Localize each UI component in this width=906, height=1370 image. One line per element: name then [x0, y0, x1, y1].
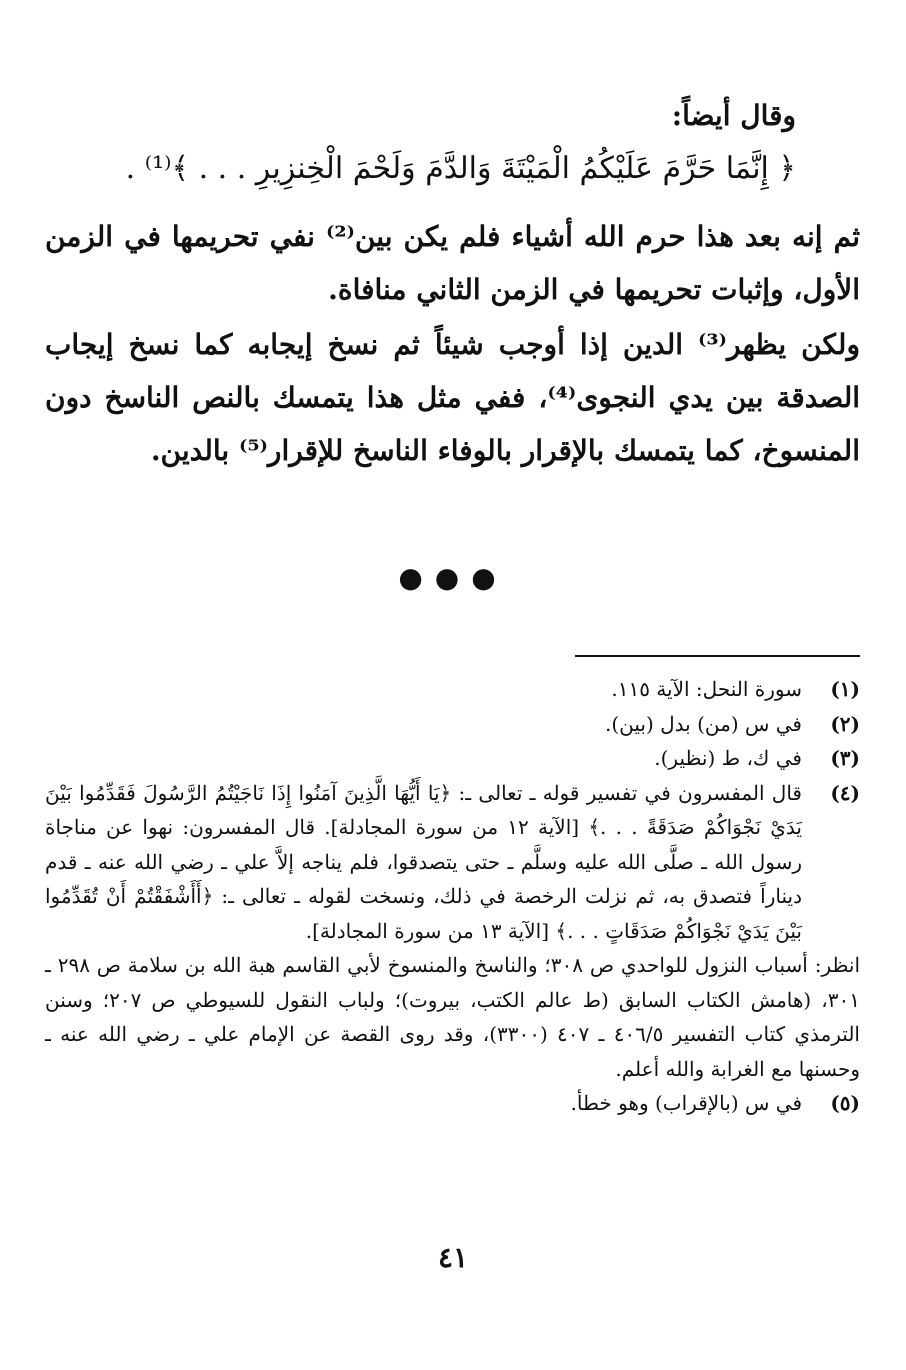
footnote-rule [575, 655, 860, 657]
intro-line: وقال أيضاً: [671, 99, 796, 132]
body-paragraph-2: ولكن يظهر⁽³⁾ الدين إذا أوجب شيئاً ثم نسخ إيجابه كما نسخ إيجاب الصدقة بين يدي النجوى⁽⁴⁾، ففي مثل هذا يتمسك بالنص الناسخ دون المنسوخ، كما يتمسك بالإقرار بالوفاء الناسخ للإقرار⁽⁵⁾ بالدين. [45, 328, 860, 467]
footnote-text: في س (من) بدل (بين). [604, 711, 802, 736]
footnote-number: (٢) [830, 711, 860, 736]
footnote-2 [45, 707, 860, 742]
footnote-number: (٥) [830, 1091, 860, 1115]
body-paragraph-1: ثم إنه بعد هذا حرم الله أشياء فلم يكن بين⁽²⁾ نفي تحريمها في الزمن الأول، وإثبات تحريمها في الزمن الثاني منافاة. [45, 220, 861, 306]
footnote-1 [45, 672, 860, 707]
footnote-text: في ك، ط (نظير). [654, 746, 802, 770]
page-number: ٤١ [437, 1241, 469, 1274]
footnote-text: سورة النحل: الآية ١١٥. [611, 677, 802, 701]
footnote-number: (٣) [830, 746, 860, 770]
footnote-5 [45, 1086, 860, 1121]
section-separator: ●●● [398, 561, 508, 594]
footnote-text: في س (بالإقراب) وهو خطأ. [570, 1091, 802, 1115]
footnotes-list [45, 672, 860, 1121]
footnote-3 [45, 741, 860, 776]
quran-verse: ﴿ إِنَّمَا حَرَّمَ عَلَيْكُمُ الْمَيْتَةَ وَالدَّمَ وَلَحْمَ الْخِنزِيرِ . . . ﴾⁽¹⁾ . [125, 151, 796, 186]
footnote-number: (٤) [830, 780, 860, 805]
footnote-number: (١) [830, 677, 860, 701]
footnote-text: قال المفسرون في تفسير قوله ـ تعالى ـ: ﴿يَا أَيُّهَا الَّذِينَ آمَنُوا إِذَا نَاجَيْتُمُ الرَّسُولَ فَقَدِّمُوا بَيْنَ يَدَيْ نَجْوَاكُمْ صَدَقَةً . . .﴾ [الآية ١٢ من سورة المجادلة]. قال المفسرون: نهوا عن مناجاة رسول الله ـ صلَّى الله عليه وسلَّم ـ حتى يتصدقوا، فلم يناجه إلاَّ علي ـ رضي الله عنه ـ قدم ديناراً فتصدق به، ثم نزلت الرخصة في ذلك، ونسخت لقوله ـ تعالى ـ: ﴿أَأَشْفَقْتُمْ أَنْ تُقَدِّمُوا بَيْنَ يَدَيْ نَجْوَاكُمْ صَدَقَاتٍ . . .﴾ [الآية ١٣ من سورة المجادلة]. [45, 780, 802, 943]
footnote-continuation: انظر: أسباب النزول للواحدي ص ٣٠٨؛ والناسخ والمنسوخ لأبي القاسم هبة الله بن سلامة ص ٢٩٨ ـ ٣٠١، (هامش الكتاب السابق (ط عالم الكتب، بيروت)؛ ولباب النقول للسيوطي ص ٢٠٧؛ وسنن الترمذي كتاب التفسير ٤٠٦/٥ ـ ٤٠٧ (٣٣٠٠)، وقد روى القصة عن الإمام علي ـ رضي الله عنه ـ وحسنها مع الغرابة والله أعلم. [45, 953, 861, 1081]
footnote-4 [45, 776, 860, 1087]
